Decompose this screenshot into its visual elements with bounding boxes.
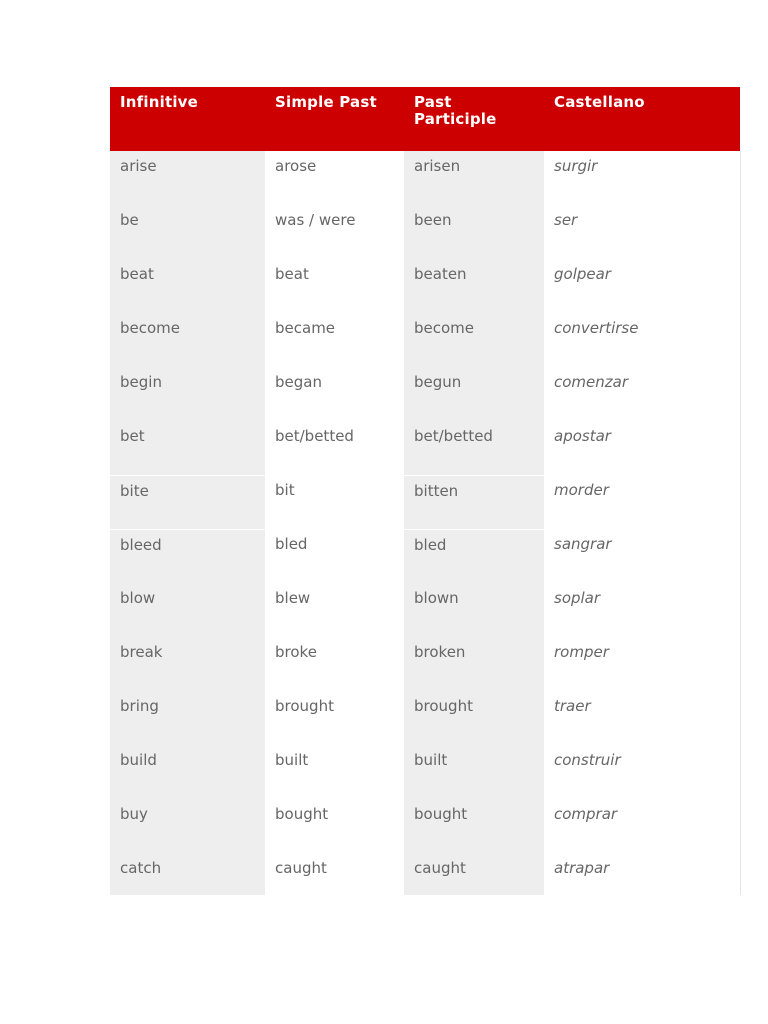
table-row <box>110 367 740 421</box>
cell-past-participle: broken <box>404 637 544 691</box>
cell-past-participle: brought <box>404 691 544 745</box>
cell-simple-past: bought <box>265 799 404 853</box>
cell-past-participle: built <box>404 745 544 799</box>
cell-past-participle: become <box>404 313 544 367</box>
table-header <box>110 87 740 151</box>
table-body <box>110 151 740 895</box>
table-row <box>110 799 740 853</box>
cell-infinitive: become <box>110 313 265 367</box>
cell-castellano: traer <box>544 691 740 745</box>
cell-past-participle: bled <box>404 529 544 583</box>
table-row <box>110 259 740 313</box>
cell-past-participle: begun <box>404 367 544 421</box>
header-row <box>110 87 740 151</box>
cell-castellano: comenzar <box>544 367 740 421</box>
cell-castellano: apostar <box>544 421 740 475</box>
cell-castellano: comprar <box>544 799 740 853</box>
cell-castellano: surgir <box>544 151 740 205</box>
table-row <box>110 745 740 799</box>
cell-infinitive: beat <box>110 259 265 313</box>
table-row <box>110 475 740 529</box>
cell-simple-past: bet/betted <box>265 421 404 475</box>
cell-infinitive: bite <box>110 475 265 529</box>
cell-castellano: soplar <box>544 583 740 637</box>
header-past-participle: Past Participle <box>404 87 544 151</box>
cell-infinitive: build <box>110 745 265 799</box>
cell-castellano: convertirse <box>544 313 740 367</box>
cell-infinitive: bleed <box>110 529 265 583</box>
cell-past-participle: been <box>404 205 544 259</box>
table-row <box>110 691 740 745</box>
cell-castellano: golpear <box>544 259 740 313</box>
cell-simple-past: arose <box>265 151 404 205</box>
cell-infinitive: break <box>110 637 265 691</box>
cell-simple-past: bled <box>265 529 404 583</box>
cell-simple-past: bit <box>265 475 404 529</box>
cell-simple-past: built <box>265 745 404 799</box>
header-castellano: Castellano <box>544 87 740 151</box>
cell-infinitive: be <box>110 205 265 259</box>
header-simple-past: Simple Past <box>265 87 404 151</box>
table-row <box>110 853 740 895</box>
cell-past-participle: bet/betted <box>404 421 544 475</box>
irregular-verbs-table <box>110 87 741 895</box>
cell-simple-past: beat <box>265 259 404 313</box>
cell-simple-past: broke <box>265 637 404 691</box>
cell-infinitive: catch <box>110 853 265 895</box>
cell-simple-past: blew <box>265 583 404 637</box>
table-row <box>110 151 740 205</box>
table-row <box>110 583 740 637</box>
cell-castellano: atrapar <box>544 853 740 895</box>
table-row <box>110 637 740 691</box>
cell-simple-past: brought <box>265 691 404 745</box>
cell-simple-past: caught <box>265 853 404 895</box>
cell-past-participle: arisen <box>404 151 544 205</box>
cell-infinitive: bring <box>110 691 265 745</box>
table-row <box>110 205 740 259</box>
cell-past-participle: bitten <box>404 475 544 529</box>
cell-past-participle: beaten <box>404 259 544 313</box>
cell-infinitive: blow <box>110 583 265 637</box>
cell-past-participle: caught <box>404 853 544 895</box>
cell-past-participle: bought <box>404 799 544 853</box>
cell-simple-past: began <box>265 367 404 421</box>
cell-past-participle: blown <box>404 583 544 637</box>
cell-simple-past: was / were <box>265 205 404 259</box>
cell-castellano: construir <box>544 745 740 799</box>
cell-castellano: romper <box>544 637 740 691</box>
header-infinitive: Infinitive <box>110 87 265 151</box>
cell-infinitive: arise <box>110 151 265 205</box>
table-row <box>110 313 740 367</box>
table-row <box>110 529 740 583</box>
cell-simple-past: became <box>265 313 404 367</box>
cell-castellano: ser <box>544 205 740 259</box>
cell-castellano: morder <box>544 475 740 529</box>
cell-infinitive: bet <box>110 421 265 475</box>
cell-infinitive: begin <box>110 367 265 421</box>
table-row <box>110 421 740 475</box>
cell-castellano: sangrar <box>544 529 740 583</box>
cell-infinitive: buy <box>110 799 265 853</box>
